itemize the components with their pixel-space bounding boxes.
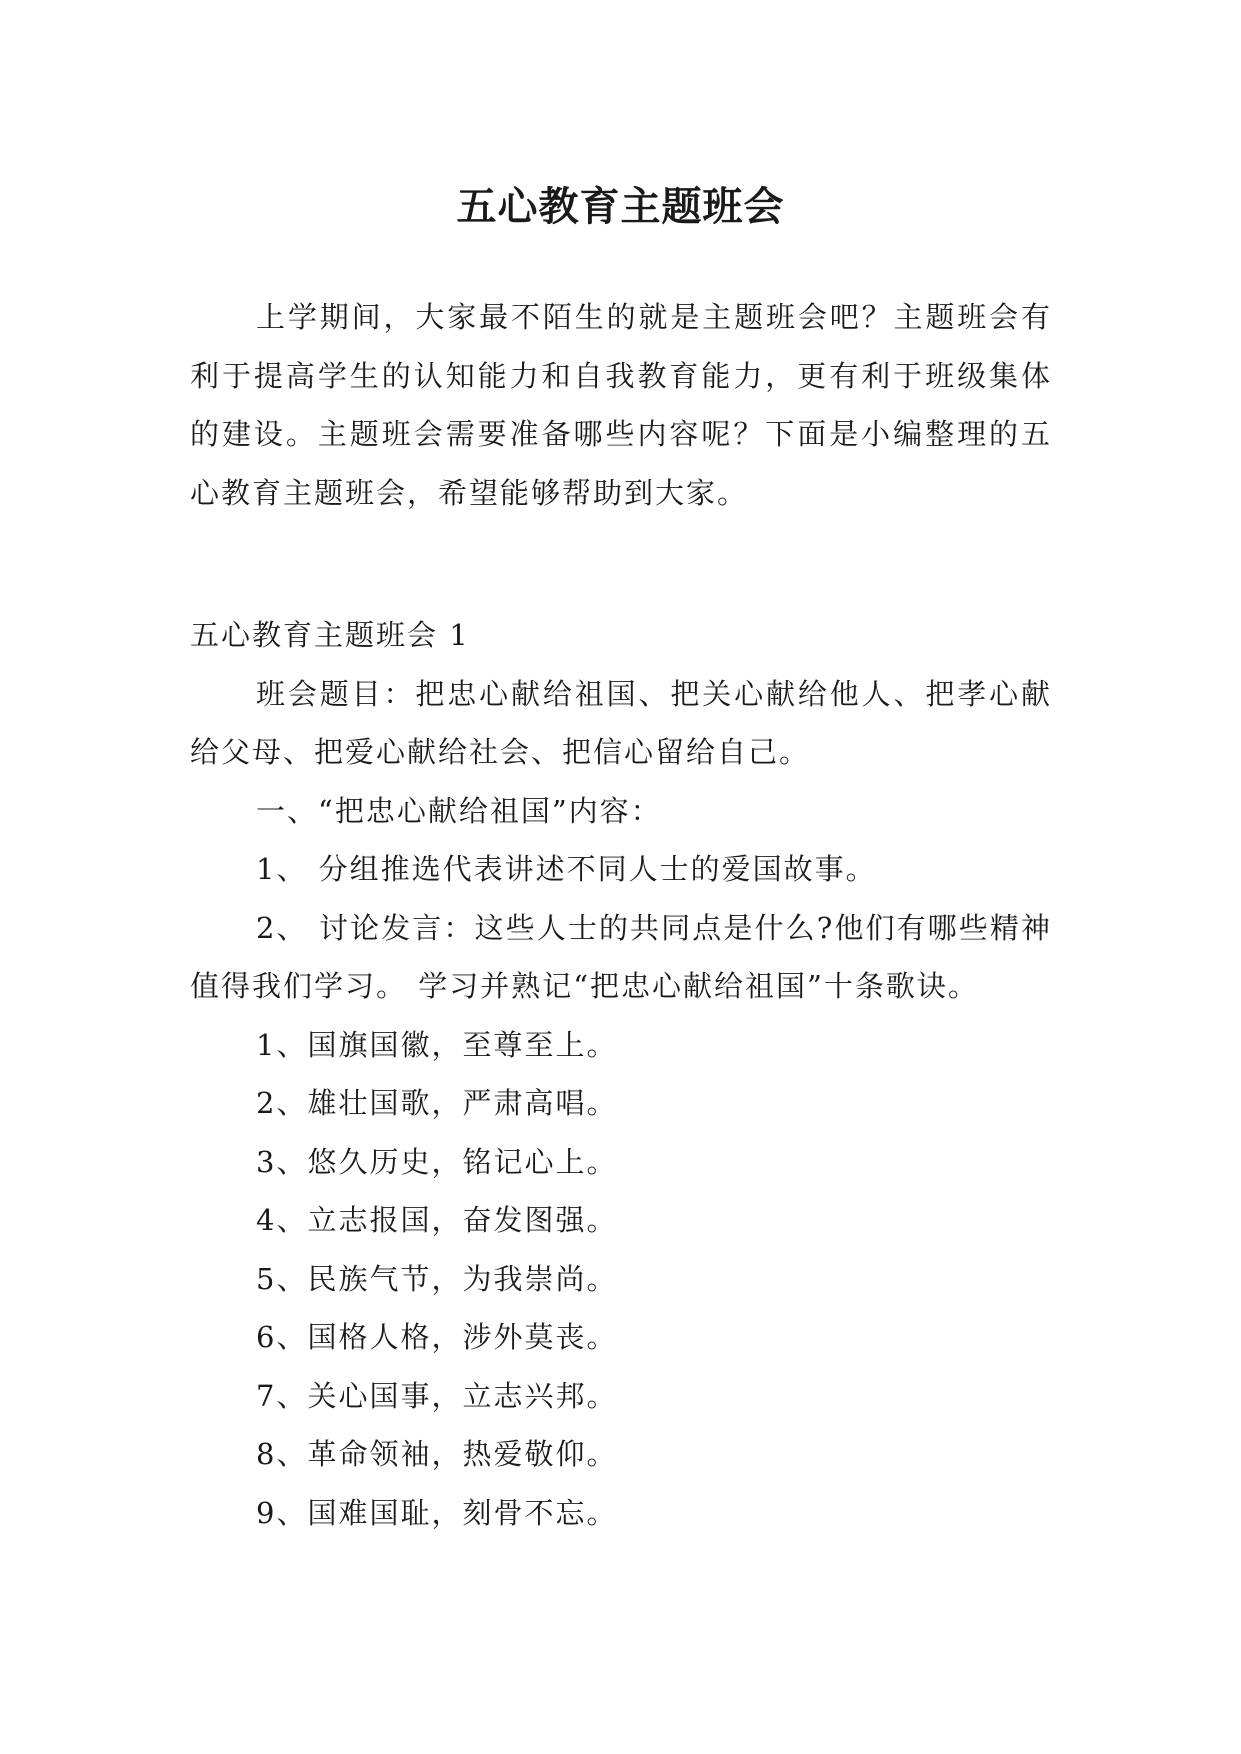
list-item: 3、悠久历史，铭记心上。 <box>256 1144 618 1179</box>
document-body <box>190 288 1052 1542</box>
section-heading: 五心教育主题班会 1 <box>190 618 470 652</box>
list-item: 1、国旗国徽，至尊至上。 <box>256 1027 618 1062</box>
intro-paragraph: 上学期间，大家最不陌生的就是主题班会吧？主题班会有利于提高学生的认知能力和自我教育能力，更有利于班级集体的建设。主题班会需要准备哪些内容呢？下面是小编整理的五心教育主题班会，希望能够帮助到大家。 <box>190 300 1052 510</box>
paragraph-part-one-heading: 一、“把忠心献给祖国”内容： <box>256 793 662 828</box>
list-item: 4、立志报国，奋发图强。 <box>256 1203 618 1237</box>
list-item: 6、国格人格，涉外莫丧。 <box>256 1320 618 1354</box>
list-item: 5、民族气节，为我崇尚。 <box>256 1261 618 1296</box>
list-item: 2、雄壮国歌，严肃高唱。 <box>256 1086 618 1120</box>
document-title: 五心教育主题班会 <box>456 182 785 230</box>
verse-list <box>190 1016 1052 1543</box>
paragraph-theme: 班会题目：把忠心献给祖国、把关心献给他人、把孝心献给父母、把爱心献给社会、把信心留给自己。 <box>190 676 1052 769</box>
paragraph-step-2: 2、 讨论发言：这些人士的共同点是什么?他们有哪些精神值得我们学习。 学习并熟记“把忠心献给祖国”十条歌诀。 <box>190 910 1052 1003</box>
paragraph-step-1: 1、 分组推选代表讲述不同人士的爱国故事。 <box>256 852 877 886</box>
list-item: 9、国难国耻，刻骨不忘。 <box>256 1495 618 1530</box>
list-item: 8、革命领袖，热爱敬仰。 <box>256 1437 618 1471</box>
list-item: 7、关心国事，立志兴邦。 <box>256 1378 618 1413</box>
